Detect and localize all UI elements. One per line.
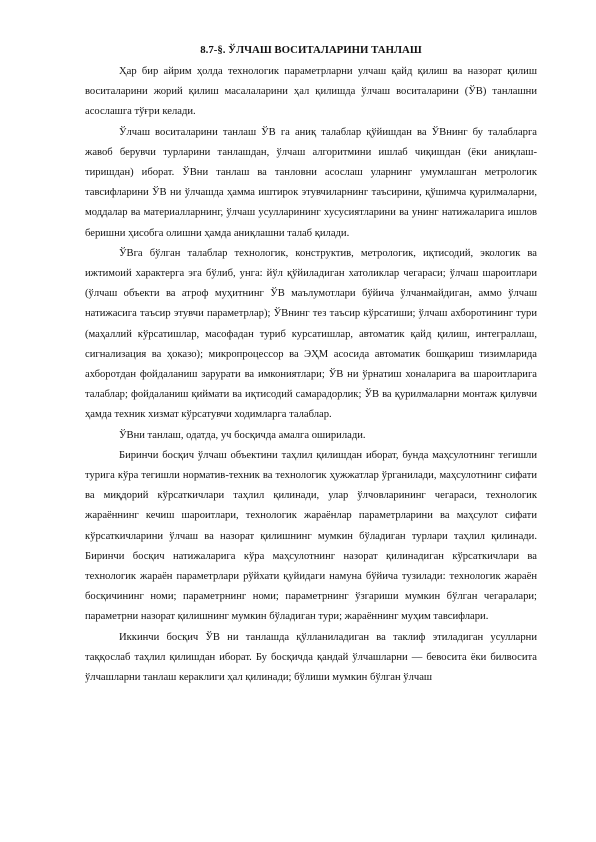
paragraph-1: Ҳар бир айрим ҳолда технологик параметрларни улчаш қайд қилиш ва назорат қилиш воситаларини жорий қилиш масалаларини ҳал қилишда ўлчаш воситаларини (ЎВ) танлашни асослашга тўғри келади. [85,66,537,118]
paragraph-5: Биринчи босқич ўлчаш объектини таҳлил қилишдан иборат, бунда маҳсулотнинг тегишли турига кўра тегишли норматив-техник ва технологик ҳужжатлар ўрганилади, маҳсулотнинг сифати ва миқдорий кўрсаткичлари таҳлил қилинади, улар ўлчовларининг чегараси, технологик жараённинг кечиш шароитлари, технологик жараёнлар параметрларини ва маҳсулот сифати кўрсаткичларини ўлчаш ва назорат қилишнинг мумкин бўладиган турлари таҳлил қилинади. Биринчи босқич натижаларига кўра маҳсулотнинг назорат қилинадиган кўрсаткичлари ва технологик жараён параметрлари рўйхати қуйидаги намуна бўйича тузилади: технологик жараён босқичининг номи; параметрнинг номи; параметрнинг ўзгариши мумкин бўлган чегаралари; параметрни назорат қилишнинг мумкин бўладиган тури; жараённинг муҳим тавсифлари. [85,449,537,623]
paragraph-2: Ўлчаш воситаларини танлаш ЎВ га аниқ талаблар қўйишдан ва ЎВнинг бу талабларга жавоб берувчи турларини танлашдан, ўлчаш алгоритмини ишлаб чиқишдан (ёки аниқлаш-тиришдан) иборат. ЎВни танлаш ва танловни асослаш уларнинг умумлашган метрологик тавсифларини ЎВ ни ўлчашда ҳамма иштирок этувчиларнинг таъсирини, қўшимча қурилмаларни, моддалар ва материалларнинг, ўлчаш усулларининг хусусиятларини ва унинг натижаларига ишлов беришни ҳисобга олишни ҳамда аниқлашни талаб қилади. [85,126,537,239]
section-title: 8.7-§. ЎЛЧАШ ВОСИТАЛАРИНИ ТАНЛАШ [200,44,422,56]
paragraph-3: ЎВга бўлган талаблар технологик, конструктив, метрологик, иқтисодий, экологик ва ижтимоий характерга эга бўлиб, унга: йўл қўйиладиган хатоликлар чегараси; ўлчаш шароитлари (ўлчаш объекти ва атроф муҳитнинг ЎВ маълумотлари бўйича ўлчанмайдиган, аммо ўлчаш натижасига таъсир этувчи параметрлар); ЎВнинг тез таъсир кўрсатиши; ўлчаш ахборотининг тури (маҳаллий кўрсатишлар, масофадан туриб курсатишлар, автоматик қайд қилиш, интеграллаш, сигнализация ва ҳоказо); микропроцессор ва ЭҲМ асосида автоматик бошқариш тизимларида ахборотдан фойдаланиш зарурати ва имкониятлари; ЎВ ни ўрнатиш хоналарига ва шароитларига талаблар; фойдаланиш қиймати ва иқтисодий самарадорлик; ЎВ ва қурилмаларни монтаж қилувчи ҳамда техник хизмат кўрсатувчи ходимларга талаблар. [85,247,537,421]
document-page [85,40,537,688]
paragraph-6: Иккинчи босқич ЎВ ни танлашда қўлланиладиган ва таклиф этиладиган усулларни таққослаб таҳлил қилишдан иборат. Бу босқичда қандай ўлчашларни — бевосита ёки билвосита ўлчашларни танлаш кераклиги ҳал қилинади; бўлиши мумкин бўлган ўлчаш [85,631,537,684]
paragraph-4: ЎВни танлаш, одатда, уч босқичда амалга оширилади. [119,429,366,441]
